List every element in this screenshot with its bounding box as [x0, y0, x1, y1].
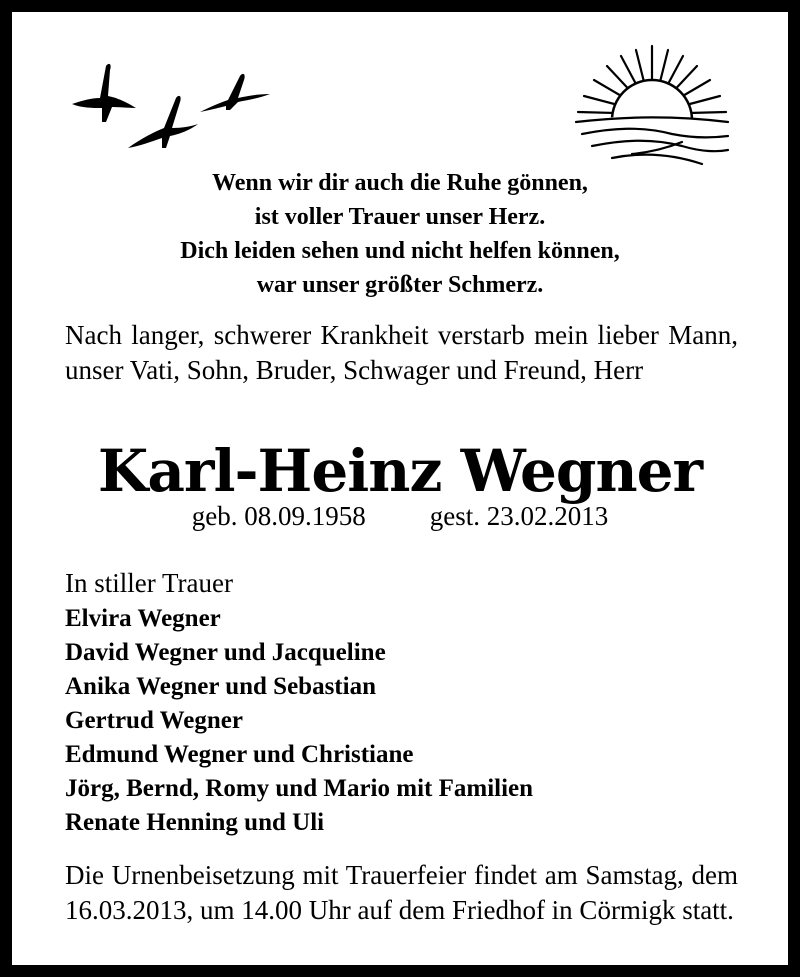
funeral-details: Die Urnenbeisetzung mit Trauerfeier findet am Samstag, dem 16.03.2013, um 14.00 Uhr auf dem Friedhof in Cörmigk statt.: [65, 860, 738, 925]
flying-birds-icon: [62, 52, 277, 152]
mourners-list: [65, 602, 533, 840]
deceased-name: Karl-Heinz Wegner: [97, 437, 703, 505]
birth-date: geb. 08.09.1958: [191, 501, 366, 531]
mourner: Gertrud Wegner: [65, 707, 243, 734]
poem-line: war unser größter Schmerz.: [256, 272, 544, 298]
poem: [12, 166, 788, 302]
life-dates: [12, 499, 788, 533]
poem-line: Dich leiden sehen und nicht helfen können,: [180, 238, 620, 264]
mourner: Edmund Wegner und Christiane: [65, 741, 414, 768]
obituary-notice: [12, 12, 788, 965]
mourner: Jörg, Bernd, Romy und Mario mit Familien: [65, 775, 534, 802]
mourner: Renate Henning und Uli: [65, 809, 325, 836]
sunset-hills-icon: [572, 42, 732, 172]
mourning-intro: In stiller Trauer: [65, 568, 233, 598]
poem-line: Wenn wir dir auch die Ruhe gönnen,: [212, 170, 588, 196]
mourner: David Wegner und Jacqueline: [65, 639, 386, 666]
mourner: Anika Wegner und Sebastian: [65, 673, 376, 700]
mourner: Elvira Wegner: [65, 605, 221, 632]
intro-text: Nach langer, schwerer Krankheit verstarb mein lieber Mann, unser Vati, Sohn, Bruder, Schwager und Freund, Herr: [65, 320, 738, 385]
death-date: gest. 23.02.2013: [429, 501, 609, 531]
poem-line: ist voller Trauer unser Herz.: [254, 204, 546, 230]
